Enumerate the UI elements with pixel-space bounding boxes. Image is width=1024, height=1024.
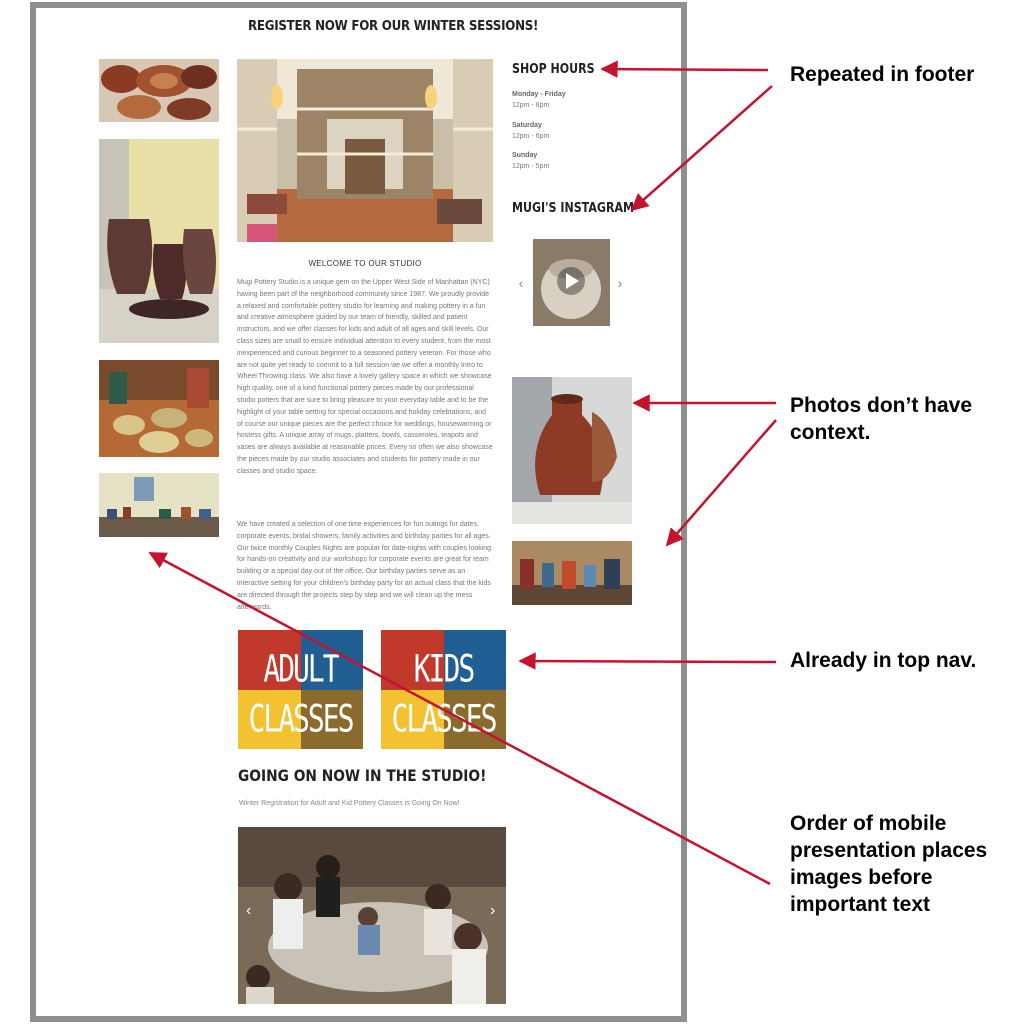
adult-classes-tile[interactable] [238,630,363,749]
class-in-session-photo[interactable] [238,827,506,1004]
red-vase-photo[interactable] [512,377,632,524]
hours-day-saturday: Saturday [512,122,542,129]
instagram-heading: MUGI'S INSTAGRAM [512,201,635,216]
annotation-repeated-in-footer: Repeated in footer [790,63,975,86]
kids-classes-tile[interactable] [381,630,506,749]
vases-shelf-photo[interactable] [99,139,219,343]
instagram-video-thumbnail[interactable] [533,239,610,326]
studio-interior-photo[interactable] [237,59,493,242]
adult-classes-line1: ADULT [263,646,338,691]
hours-day-weekdays: Monday - Friday [512,91,566,98]
kids-classes-line2: CLASSES [391,696,496,741]
welcome-paragraph-1: Mugi Pottery Studio is a unique gem on the Upper West Side of Manhattan (NYC) having been part of the neighborhood community since 1987. We proudly provide a relaxed and comfortable pottery studio for learning and making pottery in a fun and creative atmosphere guided by our team of friendly, skilled and patient instructors, and we offer classes for kids and adult of all ages and skill levels. Our class sizes are small to ensure individual attention to every student, from the most inexperienced and curious beginner to a seasoned pottery veteran. For those who are not quite yet ready to commit to a full session we we offer a monthly Intro to Wheel Throwing class. We also have a lovely gallery space in which we showcase high quality, one of a kind functional pottery pieces made by our professional studio potters that are sure to bring pleasure to your everyday table and to be the highlight of your table setting for special occasions and holiday celebrations, and of course our unique pieces are the perfect choice for weddings, housewarming or hostess gifts. A unique array of mugs, platters, bowls, casseroles, teapots and vases are always available at reasonable prices. Every so often we also showcase the pieces made by our studio associates and students for pottery made in our classes and studio space. [237,279,493,475]
adult-classes-line2: CLASSES [248,696,353,741]
annotation-already-in-nav: Already in top nav. [790,649,977,672]
page-headline: REGISTER NOW FOR OUR WINTER SESSIONS! [248,18,539,34]
going-on-heading: GOING ON NOW IN THE STUDIO! [238,766,487,785]
hours-day-sunday: Sunday [512,152,538,159]
bowls-table-photo[interactable] [99,360,219,457]
kids-classes-line1: KIDS [413,646,474,691]
hours-time-saturday: 12pm - 6pm [512,133,550,140]
hours-time-sunday: 12pm - 5pm [512,163,550,170]
hours-time-weekdays: 12pm - 8pm [512,102,550,109]
slider-next-arrow[interactable]: › [490,902,496,919]
gallery-display-photo[interactable] [512,541,632,605]
pottery-plates-photo[interactable] [99,59,219,122]
gallery-shelves-photo[interactable] [99,473,219,537]
annotation-photos-no-context: Photos don’t have context. [790,394,973,444]
shop-hours-heading: SHOP HOURS [512,62,595,77]
instagram-prev-arrow[interactable]: ‹ [511,268,531,298]
going-on-subtitle: Winter Registration for Adult and Kid Pottery Classes is Going On Now! [239,800,460,807]
annotation-mobile-order: Order of mobile presentation places images before important text [790,812,988,916]
instagram-next-arrow[interactable]: › [610,268,630,298]
welcome-paragraph-2: We have created a selection of one time experiences for fun outings for dates, corporate events, bridal showers, family activities and birthday parties for all ages. Our twice monthly Couples Nights are popular for date-nights with couples looking for hands-on creativity and our workshops for corporate events are great for team building or a special day out of the office. Our birthday parties serve as an interactive setting for your children's birthday party for an actual class that the kids are directed through the projects step by step and we will clean up the mess afterwards. [237,521,492,611]
welcome-title: WELCOME TO OUR STUDIO [308,259,422,268]
slider-prev-arrow[interactable]: ‹ [246,902,252,919]
